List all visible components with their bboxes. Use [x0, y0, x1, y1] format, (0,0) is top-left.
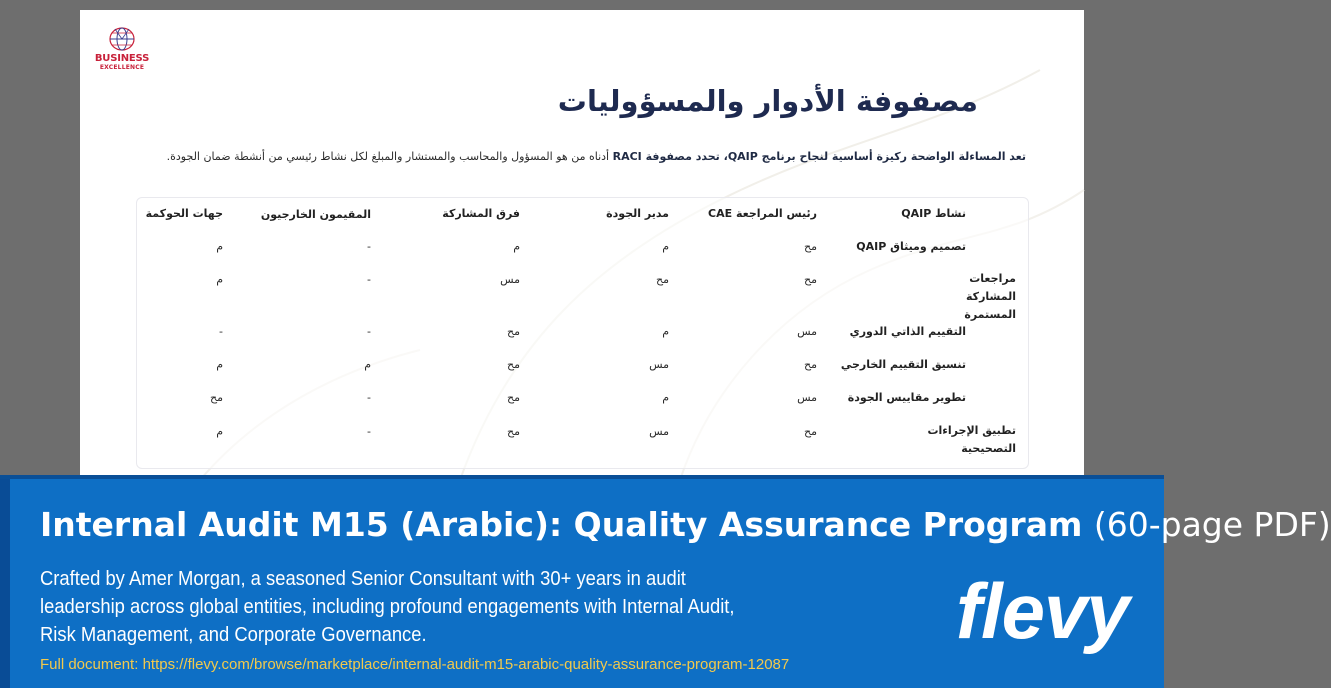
banner-stripe	[0, 479, 10, 688]
link-url[interactable]: https://flevy.com/browse/marketplace/internal-audit-m15-arabic-quality-assurance-program-12087	[142, 656, 790, 673]
row2-engagement-teams: مس	[500, 273, 520, 286]
globe-logo-icon	[108, 26, 136, 52]
header-engagement-teams: فرق المشاركة	[442, 207, 520, 220]
row1-governance: م	[216, 240, 223, 253]
row5-governance: مح	[210, 391, 223, 404]
row6-activity: تطبيق الإجراءات التصحيحية	[927, 424, 1016, 455]
intro-paragraph	[126, 150, 1026, 163]
intro-rest: أدناه من هو المسؤول والمحاسب والمستشار والمبلغ لكل نشاط رئيسي من أنشطة ضمان الجودة.	[166, 150, 613, 163]
promo-banner	[0, 475, 1331, 688]
row1-quality-manager: م	[662, 240, 669, 253]
row4-cae: مح	[804, 358, 817, 371]
row3-governance: -	[219, 325, 223, 338]
row4-activity: تنسيق التقييم الخارجي	[840, 358, 966, 371]
header-cae: رئيس المراجعة CAE	[708, 207, 817, 220]
banner-title	[40, 505, 1331, 544]
row2-governance: م	[216, 273, 223, 286]
row4-external-assessors: م	[364, 358, 371, 371]
logo-line1: BUSINESS	[94, 53, 150, 64]
row2-cae: مح	[804, 273, 817, 286]
row6-quality-manager: مس	[649, 425, 669, 438]
header-quality-manager: مدير الجودة	[606, 207, 669, 220]
banner-title-main: Internal Audit M15 (Arabic): Quality Assurance Program	[40, 505, 1083, 544]
raci-table	[136, 197, 1029, 469]
row1-engagement-teams: م	[513, 240, 520, 253]
logo-line2: EXCELLENCE	[99, 64, 145, 71]
full-document-link[interactable]	[40, 656, 789, 673]
header-governance: جهات الحوكمة	[145, 207, 223, 220]
row5-activity: تطوير مقاييس الجودة	[847, 391, 966, 404]
row2-external-assessors: -	[367, 273, 371, 286]
header-activity: نشاط QAIP	[901, 207, 966, 220]
document-page	[80, 10, 1084, 480]
flevy-logo[interactable]: flevy	[956, 567, 1129, 655]
row1-external-assessors: -	[367, 240, 371, 253]
row5-external-assessors: -	[367, 391, 371, 404]
row6-external-assessors: -	[367, 425, 371, 438]
row5-engagement-teams: مح	[507, 391, 520, 404]
row1-activity: تصميم وميثاق QAIP	[856, 240, 966, 253]
company-logo	[94, 26, 150, 72]
intro-bold: تعد المساءلة الواضحة ركيزة أساسية لنجاح برنامج QAIP، تحدد مصفوفة RACI	[612, 150, 1026, 163]
row2-quality-manager: مح	[656, 273, 669, 286]
row6-engagement-teams: مح	[507, 425, 520, 438]
row4-quality-manager: مس	[649, 358, 669, 371]
row3-cae: مس	[797, 325, 817, 338]
row3-activity: التقييم الذاتي الدوري	[849, 325, 966, 338]
row3-engagement-teams: مح	[507, 325, 520, 338]
row3-external-assessors: -	[367, 325, 371, 338]
link-label: Full document:	[40, 656, 139, 673]
row4-engagement-teams: مح	[507, 358, 520, 371]
row4-governance: م	[216, 358, 223, 371]
banner-description: Crafted by Amer Morgan, a seasoned Senior Consultant with 30+ years in audit leadership across global entities, including profound engagements with Internal Audit, Risk Management, and Corporate Governance.	[40, 568, 735, 646]
row5-quality-manager: م	[662, 391, 669, 404]
row6-cae: مح	[804, 425, 817, 438]
page-title: مصفوفة الأدوار والمسؤوليات	[557, 84, 978, 118]
row2-activity: مراجعات المشاركة المستمرة	[964, 272, 1016, 321]
row6-governance: م	[216, 425, 223, 438]
banner-title-suffix: (60-page PDF)	[1093, 505, 1331, 544]
header-external-assessors: المقيمون الخارجيون	[260, 208, 371, 221]
row5-cae: مس	[797, 391, 817, 404]
row3-quality-manager: م	[662, 325, 669, 338]
row1-cae: مح	[804, 240, 817, 253]
